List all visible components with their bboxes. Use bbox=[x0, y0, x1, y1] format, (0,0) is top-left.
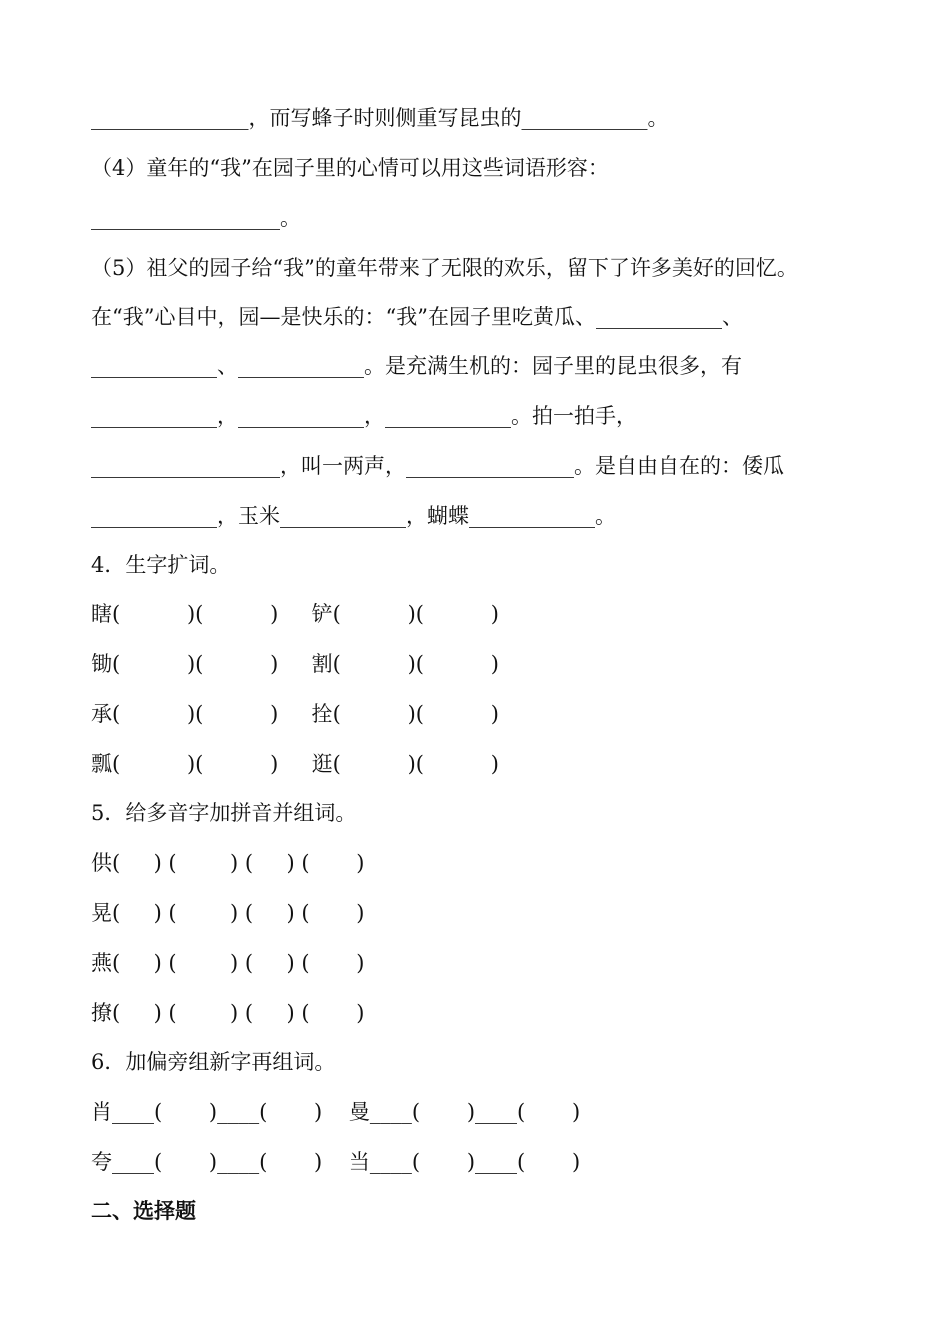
q3-item4-answer-blank: __________________。 bbox=[91, 206, 301, 230]
q5-row-2: 晃( ) ( ) ( ) ( ) bbox=[91, 901, 365, 925]
q3-item5-line-2: 在“我”心目中，园—是快乐的：“我”在园子里吃黄瓜、____________、 bbox=[91, 305, 743, 329]
q4-title: 4．生字扩词。 bbox=[91, 553, 231, 577]
q6-row-1: 肖____( )____( ) 曼____( )____( ) bbox=[91, 1100, 581, 1124]
q5-row-4: 撩( ) ( ) ( ) ( ) bbox=[91, 1001, 365, 1025]
q4-row-2: 锄( )( ) 割( )( ) bbox=[91, 652, 499, 676]
q3-item4-prompt: （4）童年的“我”在园子里的心情可以用这些词语形容： bbox=[91, 156, 609, 180]
q4-row-1: 瞎( )( ) 铲( )( ) bbox=[91, 602, 499, 626]
q5-row-3: 燕( ) ( ) ( ) ( ) bbox=[91, 951, 365, 975]
q3-item5-line-3: ____________、____________。是充满生机的：园子里的昆虫很多，有 bbox=[91, 354, 742, 378]
q3-item5-line-4: ____________，____________，____________。拍一拍手， bbox=[91, 404, 637, 428]
q6-title: 6．加偏旁组新字再组词。 bbox=[91, 1050, 336, 1074]
section-2-heading: 二、选择题 bbox=[91, 1199, 196, 1223]
q5-row-1: 供( ) ( ) ( ) ( ) bbox=[91, 851, 365, 875]
q6-row-2: 夸____( )____( ) 当____( )____( ) bbox=[91, 1150, 581, 1174]
q3-item5-line-1: （5）祖父的园子给“我”的童年带来了无限的欢乐，留下了许多美好的回忆。 bbox=[91, 256, 798, 280]
q3-item5-line-6: ____________，玉米____________，蝴蝶____________。 bbox=[91, 504, 616, 528]
q3-line-1: _______________，而写蜂子时则侧重写昆虫的____________。 bbox=[91, 106, 669, 130]
q3-item5-line-5: __________________，叫一两声，________________。是自由自在的：倭瓜 bbox=[91, 454, 784, 478]
q4-row-4: 瓢( )( ) 逛( )( ) bbox=[91, 752, 499, 776]
q4-row-3: 承( )( ) 拴( )( ) bbox=[91, 702, 499, 726]
q5-title: 5．给多音字加拼音并组词。 bbox=[91, 801, 357, 825]
